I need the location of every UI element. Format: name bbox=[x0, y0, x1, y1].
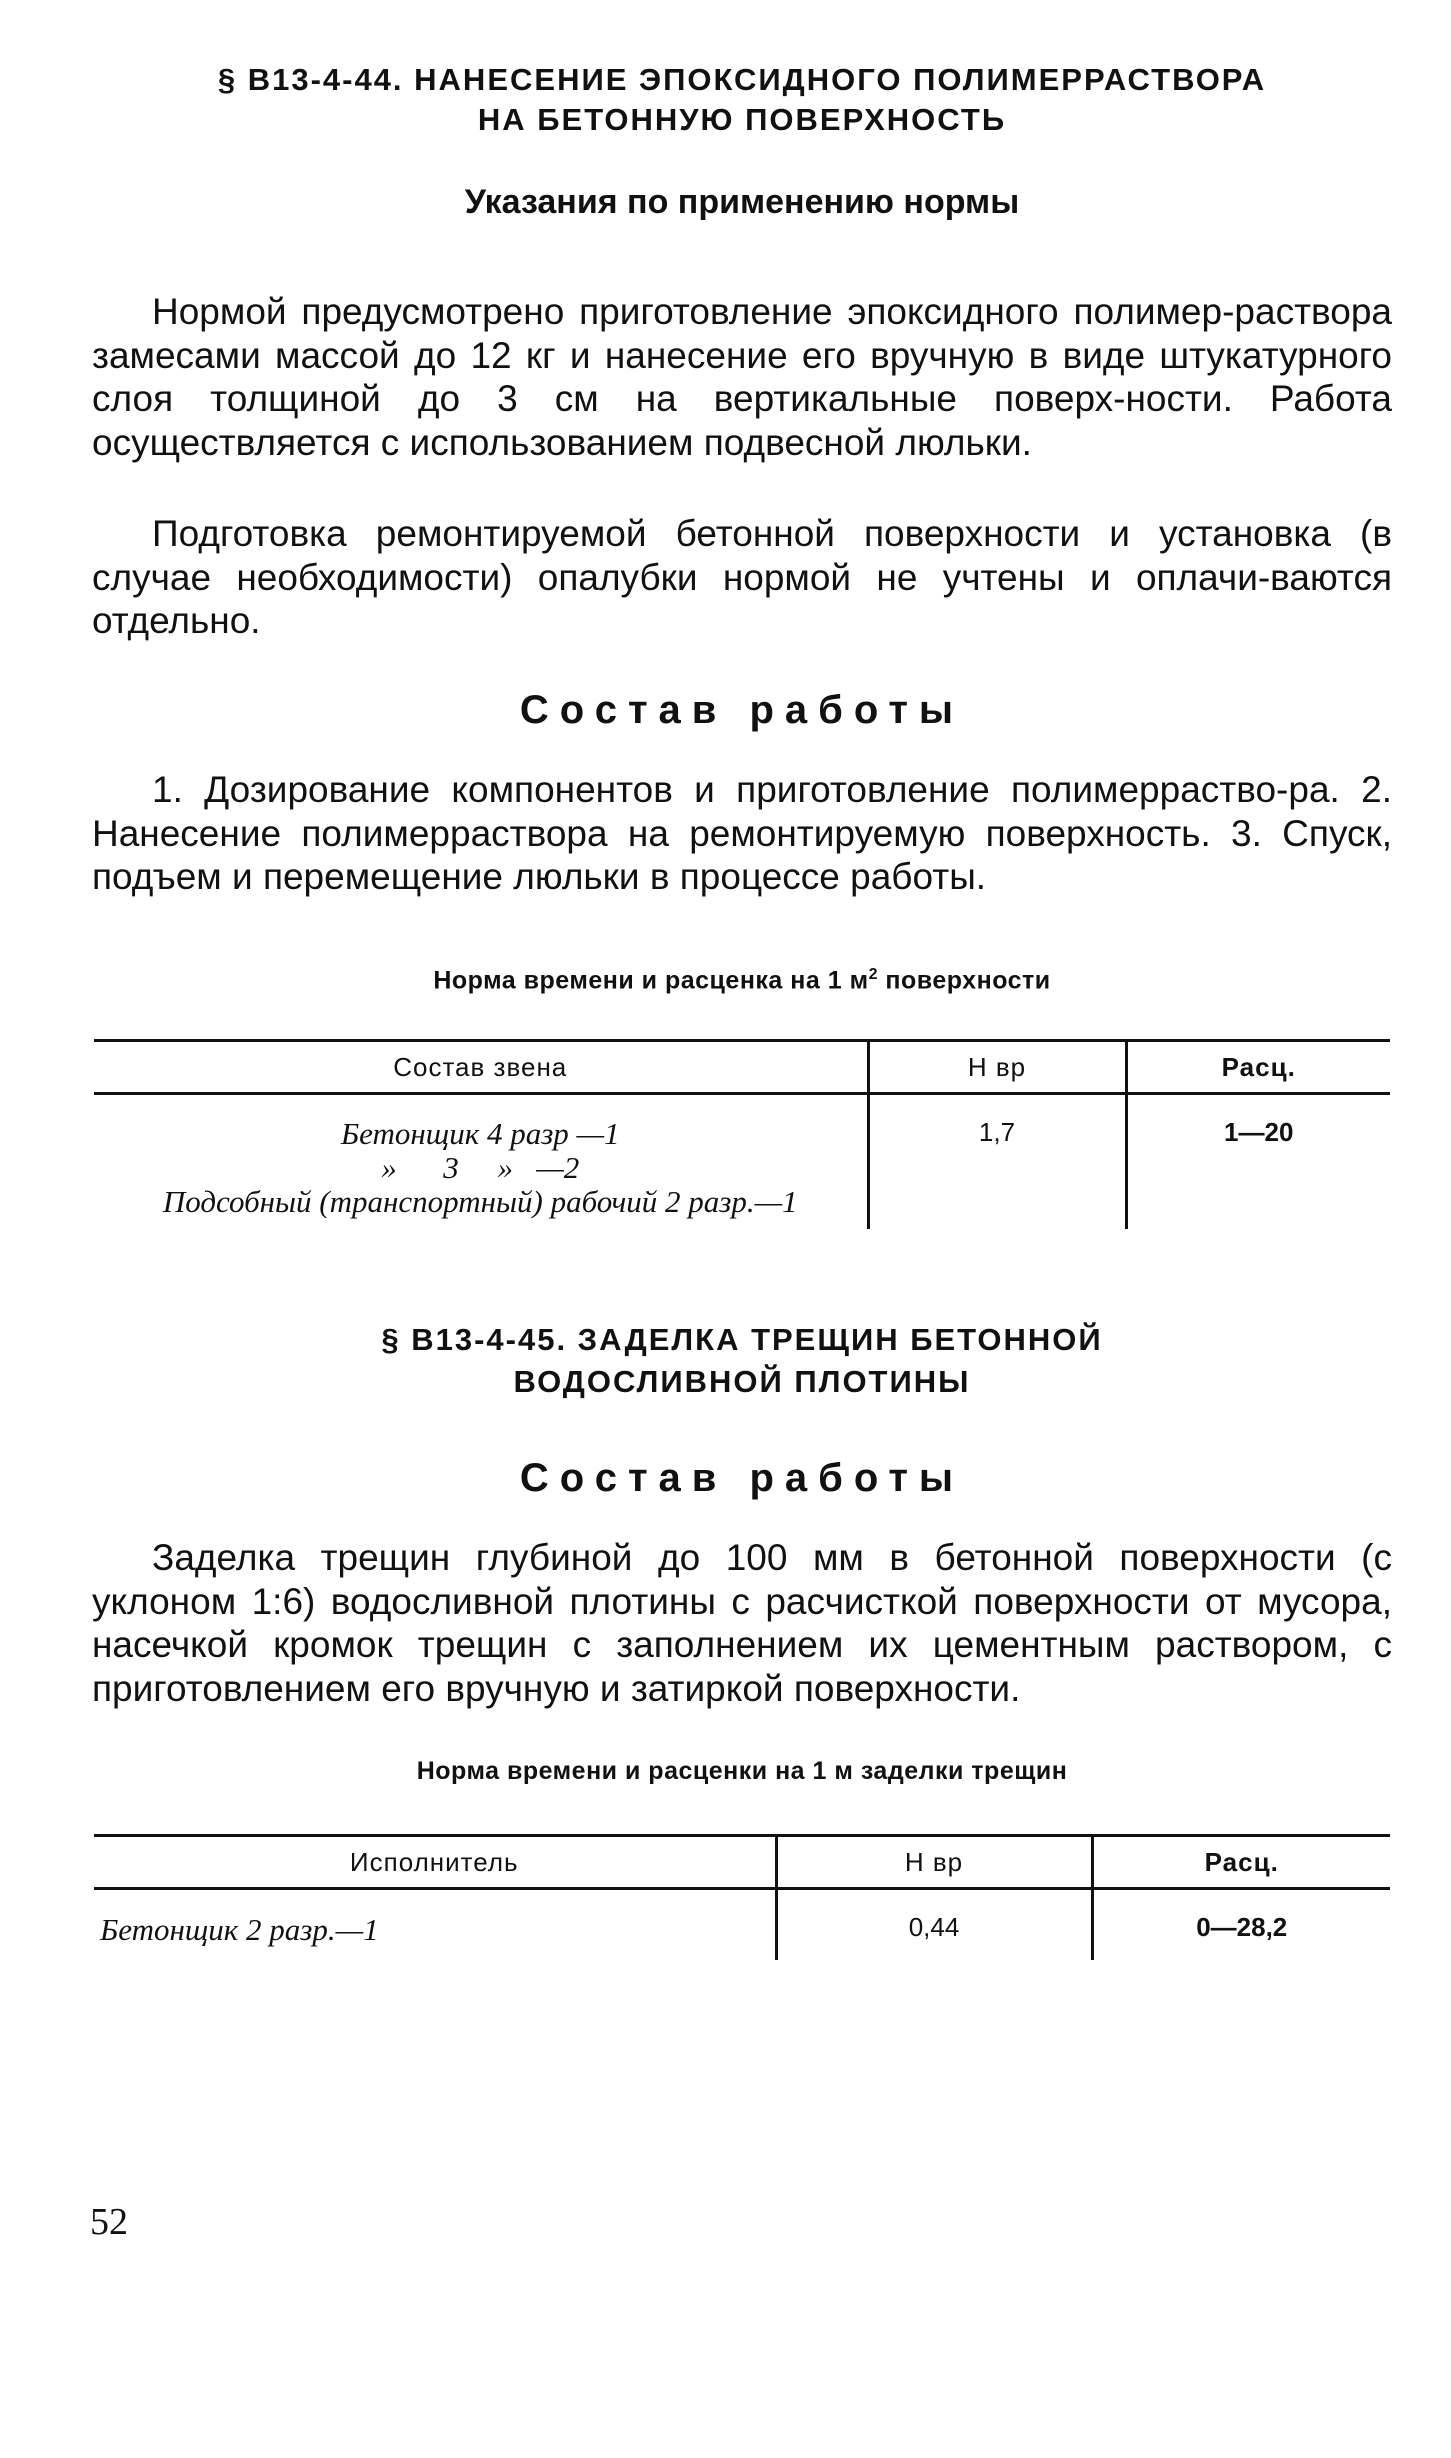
caption-tail: поверхности bbox=[877, 966, 1051, 995]
work-composition-text: 1. Дозирование компонентов и приготовление полимерраство-ра. 2. Нанесение полимерраствора на ремонтируемую поверхность. 3. Спуск, подъем и перемещение люльки в процессе работы. bbox=[92, 769, 1392, 897]
section2-work-heading: Состав работы bbox=[519, 1456, 965, 1500]
paragraph-preparation-note: Подготовка ремонтируемой бетонной поверхности и установка (в случае необходимости) опалубки нормой не учтены и оплачи-ваются отдельно. bbox=[92, 513, 1392, 641]
crew-line: Подсобный (транспортный) рабочий 2 разр.—1 bbox=[162, 1184, 798, 1219]
caption-superscript: 2 bbox=[868, 966, 878, 983]
paragraph-norm-description: Нормой предусмотрено приготовление эпоксидного полимер-раствора замесами массой до 12 кг и нанесение его вручную в виде штукатурного слоя толщиной до 3 см на вертикальные поверх-ности. Работа осуществляется с использованием подвесной люльки. bbox=[92, 291, 1392, 463]
norm-table-1 bbox=[94, 1039, 1390, 1229]
section-title-line2: НА БЕТОННУЮ ПОВЕРХНОСТЬ bbox=[477, 102, 1007, 137]
document-page bbox=[92, 0, 1392, 2458]
header-worker: Исполнитель bbox=[94, 1836, 776, 1889]
guidelines-heading: Указания по применению нормы bbox=[464, 183, 1020, 221]
section-title-line1: § В13-4-44. НАНЕСЕНИЕ ЭПОКСИДНОГО ПОЛИМЕРРАСТВОРА bbox=[217, 62, 1267, 97]
table-row bbox=[94, 1889, 1390, 1961]
worker-cell: Бетонщик 2 разр.—1 bbox=[94, 1889, 776, 1961]
header-hvr: Н вр bbox=[868, 1041, 1126, 1094]
table-row bbox=[94, 1094, 1390, 1230]
section2-title-line1: § В13-4-45. ЗАДЕЛКА ТРЕЩИН БЕТОННОЙ bbox=[381, 1322, 1103, 1357]
header-rate: Расц. bbox=[1092, 1836, 1390, 1889]
header-crew: Состав звена bbox=[94, 1041, 868, 1094]
table-header-row bbox=[94, 1836, 1390, 1889]
rate-cell: 0—28,2 bbox=[1196, 1912, 1288, 1942]
table-header-row bbox=[94, 1041, 1390, 1094]
header-hvr: Н вр bbox=[776, 1836, 1092, 1889]
work-composition-heading: Состав работы bbox=[519, 688, 965, 732]
crew-cell bbox=[94, 1094, 868, 1230]
crew-line: Бетонщик 4 разр —1 bbox=[340, 1116, 620, 1151]
section2-work-text: Заделка трещин глубиной до 100 мм в бетонной поверхности (с уклоном 1:6) водосливной плотины с расчисткой поверхности от мусора, насечкой кромок трещин с заполнением их цементным раствором, с приготовлением его вручную и затиркой поверхности. bbox=[92, 1537, 1392, 1709]
crew-line: » 3 » —2 bbox=[381, 1150, 580, 1185]
page-number: 52 bbox=[90, 2201, 128, 2243]
rate-cell: 1—20 bbox=[1224, 1117, 1294, 1147]
section2-title-line2: ВОДОСЛИВНОЙ ПЛОТИНЫ bbox=[513, 1364, 971, 1399]
hvr-cell: 0,44 bbox=[776, 1889, 1092, 1961]
table-caption bbox=[92, 958, 1392, 997]
section2-table-caption: Норма времени и расценки на 1 м заделки трещин bbox=[416, 1757, 1068, 1785]
caption-text: Норма времени и расценка на 1 м bbox=[433, 966, 869, 995]
hvr-cell: 1,7 bbox=[868, 1094, 1126, 1230]
header-rate: Расц. bbox=[1126, 1041, 1390, 1094]
norm-table-2 bbox=[94, 1834, 1390, 1960]
